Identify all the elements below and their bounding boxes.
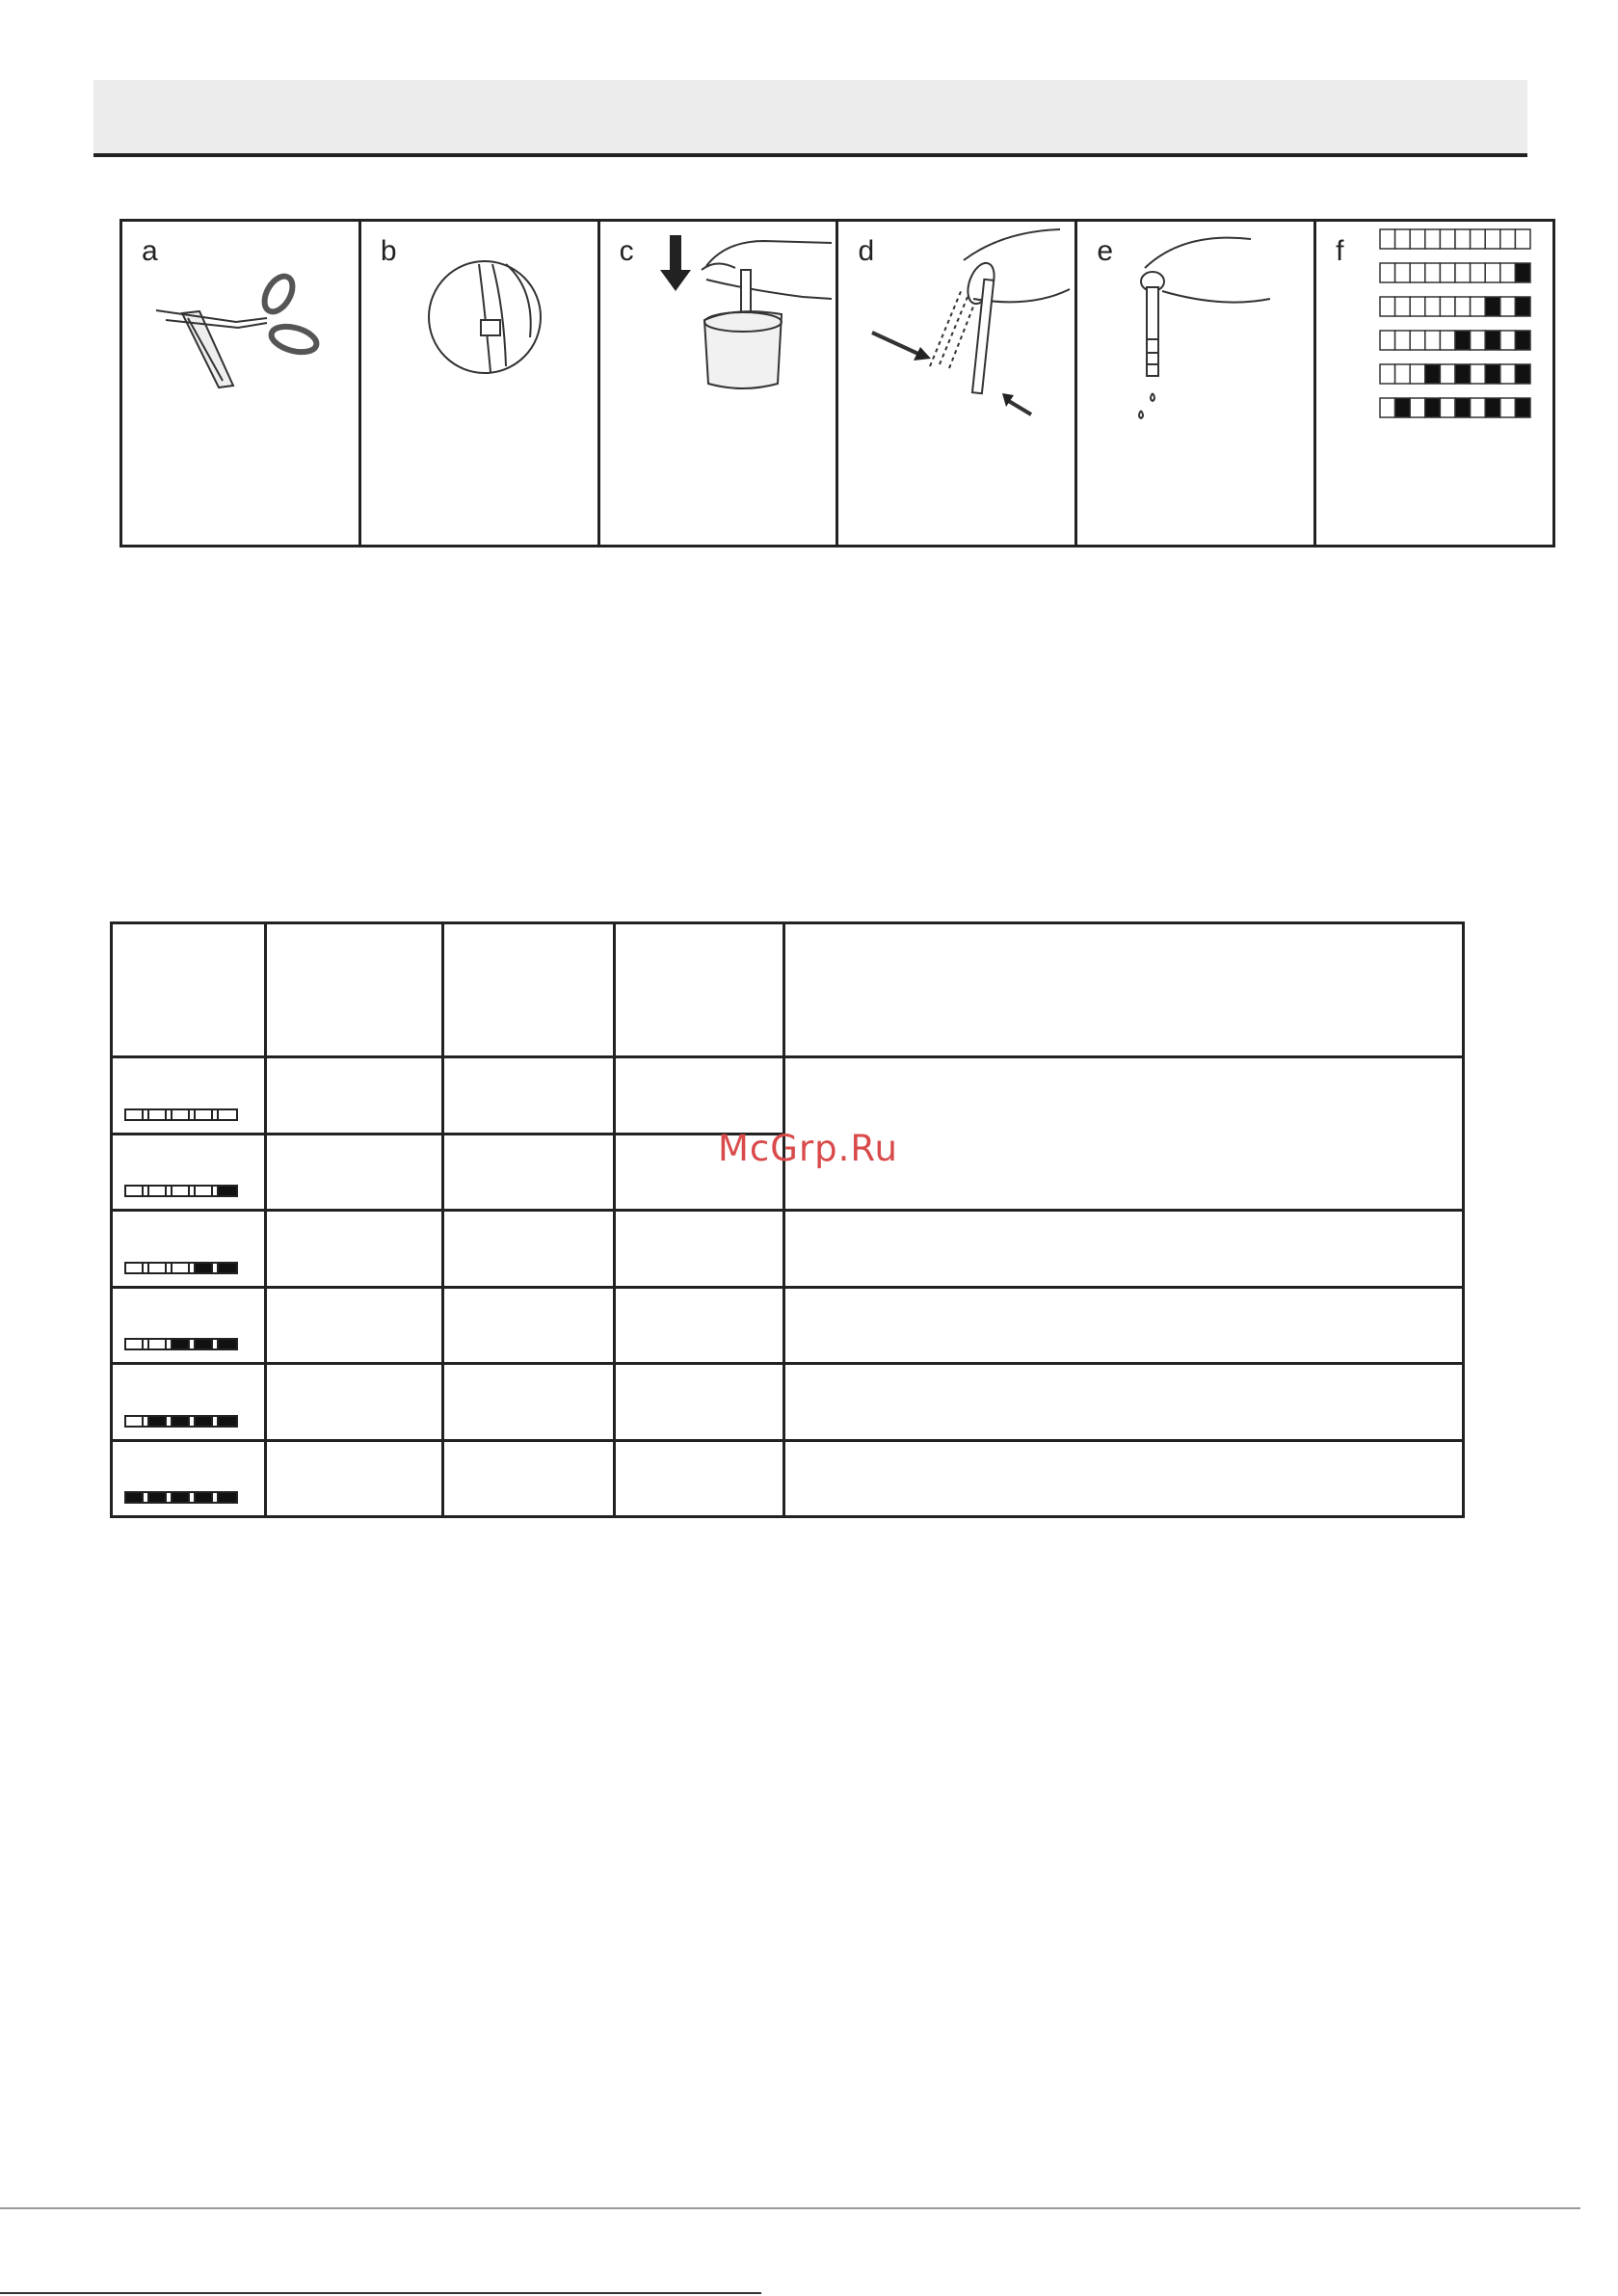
test-strip-icon (124, 1185, 238, 1197)
scale-cell (1410, 297, 1425, 316)
panel-b (361, 222, 600, 545)
scale-cell (1410, 229, 1425, 249)
scale-cell (1380, 297, 1395, 316)
scale-cell (1485, 263, 1500, 282)
scale-cell (1471, 263, 1486, 282)
strip-cell (112, 1287, 266, 1364)
strip-segment (126, 1110, 144, 1119)
panel-d (838, 222, 1077, 545)
strip-segment (172, 1264, 190, 1272)
table-cell (443, 1211, 615, 1288)
strip-segment (149, 1493, 167, 1502)
hold-strip-icon (1077, 222, 1318, 545)
scissors-cutting-strip-icon (122, 222, 344, 545)
header-cell (443, 923, 615, 1057)
strip-segment (196, 1187, 213, 1195)
scale-cell (1441, 229, 1456, 249)
strip-segment (172, 1417, 190, 1426)
scale-cell (1395, 398, 1411, 417)
strip-segment (219, 1417, 236, 1426)
header-cell (112, 923, 266, 1057)
strip-cell (112, 1440, 266, 1517)
scale-cell (1441, 331, 1456, 350)
dip-strip-in-glass-icon (600, 222, 841, 545)
scale-cell (1471, 331, 1486, 350)
panel-letter: f (1336, 235, 1344, 267)
table-cell (443, 1440, 615, 1517)
scale-cell (1395, 364, 1411, 384)
table-row (112, 1287, 1464, 1364)
scale-cell (1500, 398, 1516, 417)
strip-segment (172, 1187, 190, 1195)
strip-segment (196, 1493, 213, 1502)
panel-c (600, 222, 839, 545)
strip-segment (126, 1340, 144, 1348)
table-cell (266, 1440, 443, 1517)
panel-e (1077, 222, 1316, 545)
table-row (112, 1364, 1464, 1441)
strip-segment (219, 1493, 236, 1502)
scale-cell (1471, 398, 1486, 417)
scale-cell (1395, 263, 1411, 282)
strip-segment (149, 1110, 167, 1119)
scale-cell (1455, 331, 1471, 350)
scale-cell (1441, 297, 1456, 316)
test-strip-icon (124, 1415, 238, 1428)
table-row (112, 1440, 1464, 1517)
scale-cell (1380, 263, 1395, 282)
table-cell (266, 1134, 443, 1211)
panel-a (122, 222, 361, 545)
scale-cell (1516, 331, 1531, 350)
footer-rule (0, 2292, 761, 2294)
scale-cell (1471, 229, 1486, 249)
scale-cell (1380, 229, 1395, 249)
table-cell (443, 1287, 615, 1364)
test-strip-icon (124, 1491, 238, 1504)
table-cell (615, 1364, 784, 1441)
scale-cell (1425, 263, 1441, 282)
scale-cell (1395, 229, 1411, 249)
table-header-row (112, 923, 1464, 1057)
shake-strip-icon (838, 222, 1079, 545)
table-cell (443, 1057, 615, 1135)
panel-letter: d (858, 235, 875, 267)
table-cell (784, 1211, 1464, 1288)
table-cell (615, 1057, 784, 1135)
scale-cell (1500, 364, 1516, 384)
table-row (112, 1057, 1464, 1135)
strip-segment (126, 1493, 144, 1502)
test-strip-icon (124, 1262, 238, 1274)
header-cell (784, 923, 1464, 1057)
scale-cell (1455, 297, 1471, 316)
scale-cell (1441, 398, 1456, 417)
strip-segment (196, 1340, 213, 1348)
test-strip-icon (124, 1108, 238, 1121)
scale-cell (1516, 229, 1531, 249)
table-cell (784, 1287, 1464, 1364)
scale-cell (1516, 398, 1531, 417)
strip-segment (126, 1417, 144, 1426)
table-cell (266, 1057, 443, 1135)
table-cell (784, 1440, 1464, 1517)
strip-cell (112, 1057, 266, 1135)
strip-segment (219, 1264, 236, 1272)
scale-cell (1500, 297, 1516, 316)
scale-cell (1516, 364, 1531, 384)
scale-cell (1516, 263, 1531, 282)
strip-segment (196, 1264, 213, 1272)
table-cell (266, 1364, 443, 1441)
scale-cell (1410, 364, 1425, 384)
header-cell (615, 923, 784, 1057)
water-hardness-table (110, 921, 1465, 1518)
panel-letter: a (142, 235, 158, 267)
scale-cell (1425, 364, 1441, 384)
panel-f (1316, 222, 1552, 545)
scale-cell (1455, 398, 1471, 417)
scale-cell (1380, 398, 1395, 417)
scale-cell (1500, 229, 1516, 249)
strip-segment (172, 1110, 190, 1119)
strip-segment (219, 1340, 236, 1348)
scale-cell (1485, 364, 1500, 384)
strip-cell (112, 1134, 266, 1211)
scale-cell (1455, 364, 1471, 384)
scale-cell (1425, 297, 1441, 316)
scale-cell (1425, 331, 1441, 350)
strip-segment (149, 1187, 167, 1195)
scale-cell (1410, 263, 1425, 282)
strip-color-scale-icon (1316, 222, 1557, 545)
strip-segment (149, 1264, 167, 1272)
table-cell (615, 1287, 784, 1364)
scale-cell (1395, 297, 1411, 316)
scale-cell (1471, 364, 1486, 384)
scale-cell (1441, 263, 1456, 282)
strip-segment (149, 1417, 167, 1426)
scale-cell (1455, 263, 1471, 282)
panel-letter: b (380, 235, 397, 267)
scale-cell (1410, 331, 1425, 350)
strip-cell (112, 1211, 266, 1288)
table-cell (443, 1364, 615, 1441)
scale-cell (1471, 297, 1486, 316)
header-cell (266, 923, 443, 1057)
header-band (93, 80, 1527, 154)
strip-segment (196, 1110, 213, 1119)
scale-cell (1425, 229, 1441, 249)
strip-segment (126, 1264, 144, 1272)
table-cell (266, 1287, 443, 1364)
scale-cell (1380, 364, 1395, 384)
test-strip-icon (124, 1338, 238, 1350)
scale-cell (1485, 398, 1500, 417)
strip-segment (219, 1110, 236, 1119)
table-cell (266, 1211, 443, 1288)
strip-segment (149, 1340, 167, 1348)
footer-rule (0, 2207, 1580, 2209)
panel-letter: e (1097, 235, 1113, 267)
instruction-panels (119, 219, 1555, 547)
table-row (112, 1211, 1464, 1288)
scale-cell (1380, 331, 1395, 350)
table-cell (784, 1364, 1464, 1441)
scale-cell (1410, 398, 1425, 417)
strip-segment (172, 1340, 190, 1348)
table-cell (615, 1440, 784, 1517)
scale-cell (1500, 331, 1516, 350)
strip-segment (172, 1493, 190, 1502)
strip-segment (126, 1187, 144, 1195)
scale-cell (1485, 331, 1500, 350)
strip-segment (196, 1417, 213, 1426)
table-cell (615, 1211, 784, 1288)
header-rule (93, 153, 1527, 157)
scale-cell (1516, 297, 1531, 316)
scale-cell (1425, 398, 1441, 417)
scale-cell (1485, 297, 1500, 316)
scale-cell (1441, 364, 1456, 384)
strip-segment (219, 1187, 236, 1195)
scale-cell (1500, 263, 1516, 282)
watermark: McGrp.Ru (718, 1128, 898, 1169)
scale-cell (1395, 331, 1411, 350)
strip-package-icon (361, 222, 602, 545)
scale-cell (1485, 229, 1500, 249)
panel-letter: c (619, 235, 634, 267)
scale-cell (1455, 229, 1471, 249)
table-cell (443, 1134, 615, 1211)
strip-cell (112, 1364, 266, 1441)
